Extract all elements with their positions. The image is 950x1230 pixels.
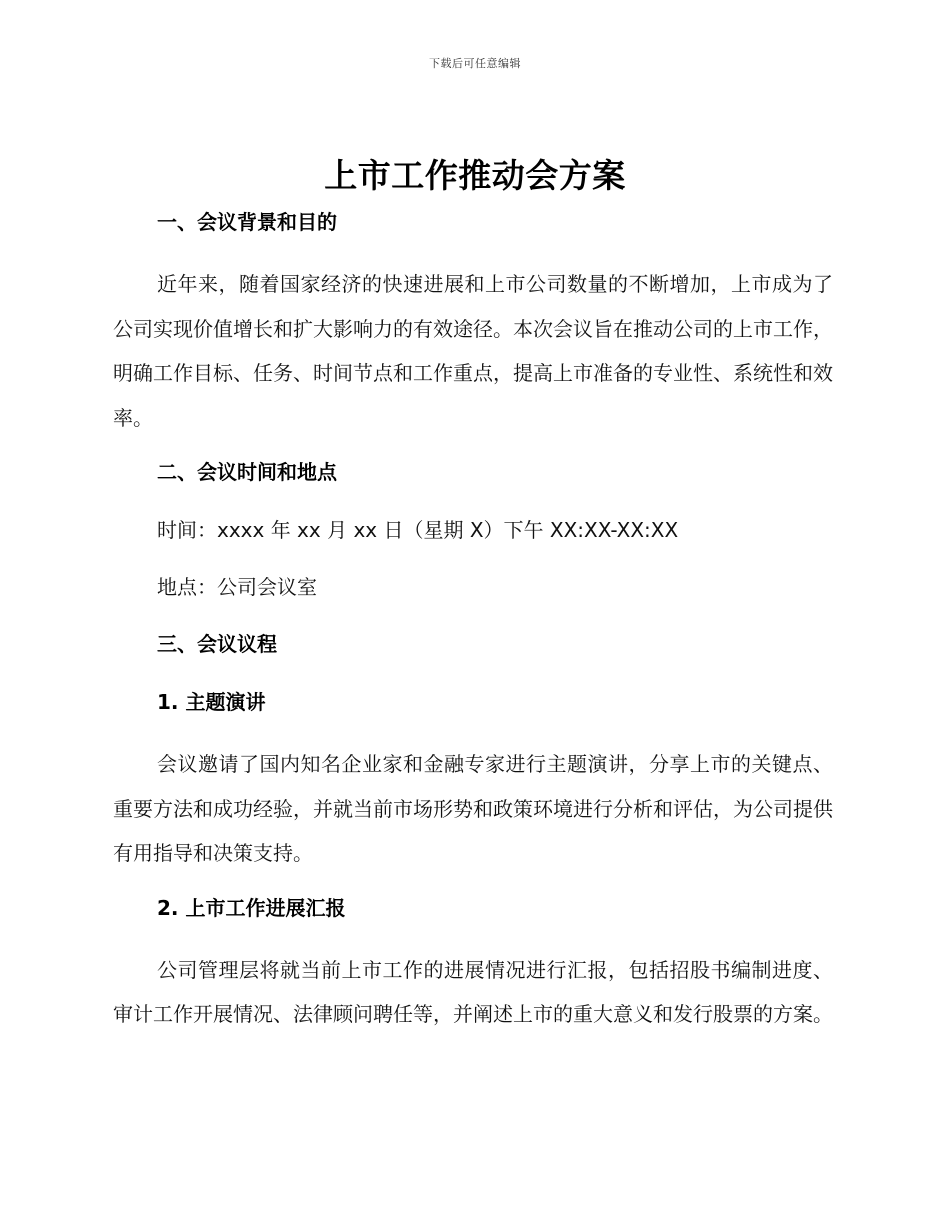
document-body [113, 204, 833, 1051]
agenda-item-paragraph: 公司管理层将就当前上市工作的进展情况进行汇报，包括招股书编制进度、审计工作开展情况、法律顾问聘任等，并阐述上市的重大意义和发行股票的方案。 [113, 957, 833, 1026]
agenda-item-title: 1. 主题演讲 [157, 690, 266, 714]
section-heading-background: 一、会议背景和目的 [157, 210, 337, 234]
meeting-place: 地点：公司会议室 [157, 575, 317, 599]
agenda-item-title: 2. 上市工作进展汇报 [157, 895, 346, 920]
agenda-item-paragraph: 会议邀请了国内知名企业家和金融专家进行主题演讲，分享上市的关键点、重要方法和成功经验，并就当前市场形势和政策环境进行分析和评估，为公司提供有用指导和决策支持。 [113, 752, 833, 865]
section-heading-agenda: 三、会议议程 [157, 632, 277, 656]
page-header-note: 下载后可任意编辑 [429, 57, 521, 70]
document-title: 上市工作推动会方案 [324, 156, 626, 195]
background-paragraph: 近年来，随着国家经济的快速进展和上市公司数量的不断增加，上市成为了公司实现价值增长和扩大影响力的有效途径。本次会议旨在推动公司的上市工作，明确工作目标、任务、时间节点和工作重点，提高上市准备的专业性、系统性和效率。 [113, 272, 833, 430]
meeting-time: 时间：xxxx 年 xx 月 xx 日（星期 X）下午 XX:XX-XX:XX [157, 518, 679, 542]
section-heading-time-place: 二、会议时间和地点 [157, 460, 337, 484]
